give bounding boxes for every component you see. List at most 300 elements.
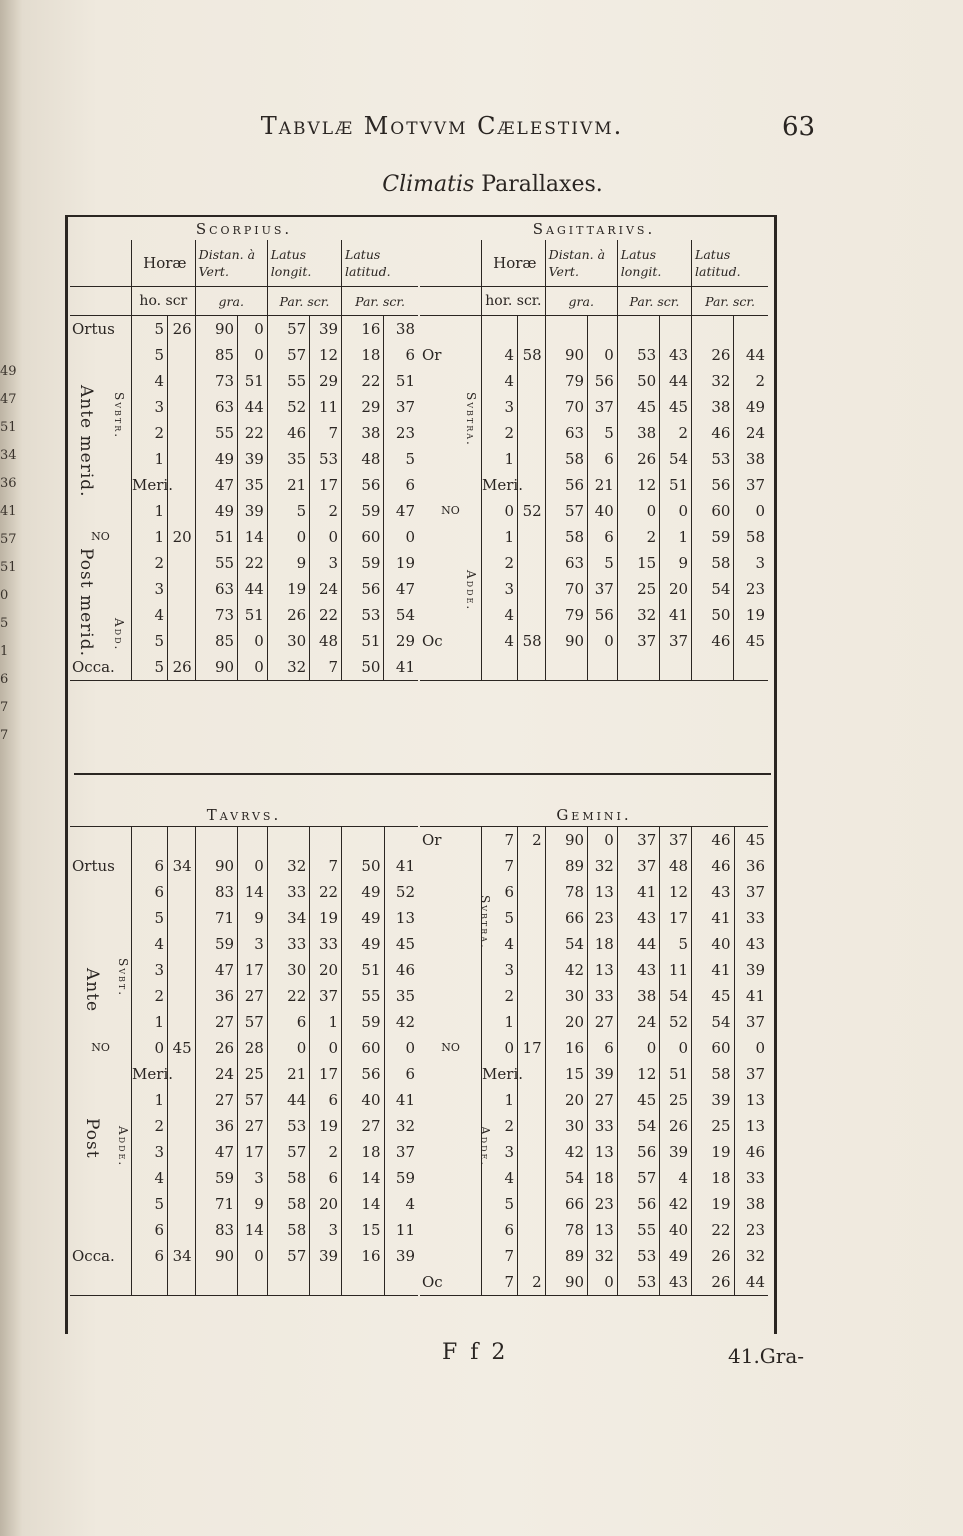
table-cell: 0 <box>238 628 268 654</box>
table-cell: 53 <box>342 602 384 628</box>
table-cell <box>168 420 196 446</box>
table-cell <box>660 654 692 681</box>
table-row <box>420 654 768 681</box>
table-row <box>420 524 768 550</box>
table-cell: 1 <box>660 524 692 550</box>
table-cell: 71 <box>195 905 237 931</box>
table-cell: 0 <box>588 827 618 853</box>
table-cell: 30 <box>545 983 587 1009</box>
table-cell: 60 <box>692 1035 734 1061</box>
table-cell: 26 <box>617 446 659 472</box>
table-cell: 3 <box>310 1217 342 1243</box>
table-cell: Meri. <box>132 1061 168 1087</box>
table-cell: 0 <box>734 498 768 524</box>
table-cell: 32 <box>588 1243 618 1269</box>
table-cell: 90 <box>545 827 587 853</box>
table-row <box>420 853 768 879</box>
table-cell: 55 <box>195 550 237 576</box>
table-cell: 39 <box>660 1139 692 1165</box>
table-cell <box>342 827 384 853</box>
table-cell: 19 <box>310 905 342 931</box>
table-cell: 53 <box>692 446 734 472</box>
table-cell: 50 <box>342 654 384 681</box>
table-cell <box>518 394 546 420</box>
table-cell <box>518 524 546 550</box>
running-head: Tabvlæ Motvvm Cælestivm. <box>260 112 624 140</box>
row-label <box>70 1269 132 1296</box>
table-cell: 39 <box>588 1061 618 1087</box>
table-cell: 56 <box>342 472 384 498</box>
table-row <box>420 316 768 343</box>
table-cell: 23 <box>384 420 418 446</box>
table-cell: 44 <box>238 394 268 420</box>
table-cell: 30 <box>267 957 309 983</box>
table-cell: 90 <box>545 628 587 654</box>
table-cell: 51 <box>660 472 692 498</box>
table-cell: 70 <box>545 394 587 420</box>
table-cell: 36 <box>195 1113 237 1139</box>
col-horae: Horæ <box>132 240 196 287</box>
table-cell: 20 <box>310 957 342 983</box>
table-cell: 32 <box>267 654 309 681</box>
table-row <box>420 1009 768 1035</box>
table-cell <box>518 1113 546 1139</box>
table-row <box>420 1269 768 1296</box>
table-cell: 14 <box>342 1191 384 1217</box>
table-cell: 2 <box>482 1113 518 1139</box>
table-cell: 54 <box>692 576 734 602</box>
table-cell: 0 <box>588 628 618 654</box>
table-cell: 79 <box>545 602 587 628</box>
table-cell: 49 <box>195 498 237 524</box>
table-cell: 0 <box>267 524 309 550</box>
table-cell: 0 <box>734 1035 768 1061</box>
table-cell: 42 <box>545 957 587 983</box>
table-cell: 13 <box>734 1113 768 1139</box>
table-cell <box>168 628 196 654</box>
table-cell: 63 <box>195 576 237 602</box>
table-row <box>70 1009 418 1035</box>
table-cell: 43 <box>617 905 659 931</box>
table-cell: 46 <box>692 420 734 446</box>
table-cell: 18 <box>692 1165 734 1191</box>
table-cell: 16 <box>545 1035 587 1061</box>
table-cell: 53 <box>617 1269 659 1296</box>
units-label: ho. scr <box>132 287 196 316</box>
col-blank <box>70 240 132 287</box>
table-cell: 45 <box>617 1087 659 1113</box>
table-cell: 34 <box>168 1243 196 1269</box>
table-cell: 40 <box>660 1217 692 1243</box>
table-cell: 58 <box>518 628 546 654</box>
table-cell: 56 <box>588 368 618 394</box>
table-cell: 89 <box>545 853 587 879</box>
table-cell: 44 <box>734 342 768 368</box>
table-row <box>70 446 418 472</box>
table-cell: 2 <box>132 1113 168 1139</box>
table-cell: 37 <box>310 983 342 1009</box>
table-cell: 37 <box>734 1061 768 1087</box>
label-gemini-adde: Adde. <box>478 1126 492 1168</box>
table-cell: 5 <box>588 550 618 576</box>
table-cell: 43 <box>617 957 659 983</box>
table-row <box>70 1243 418 1269</box>
row-label: NO <box>91 1041 110 1054</box>
table-cell <box>168 576 196 602</box>
row-label <box>420 316 482 343</box>
scorpius-table <box>70 218 418 681</box>
table-cell: 11 <box>384 1217 418 1243</box>
table-cell: 7 <box>310 420 342 446</box>
subtitle-italic: Climatis <box>382 172 475 197</box>
table-cell: 59 <box>195 1165 237 1191</box>
table-cell: 7 <box>310 654 342 681</box>
table-row <box>420 931 768 957</box>
table-row <box>420 342 768 368</box>
row-label <box>420 957 482 983</box>
table-cell: 51 <box>342 628 384 654</box>
row-label: Occa. <box>70 654 132 681</box>
table-cell: 0 <box>588 342 618 368</box>
table-cell: 19 <box>692 1191 734 1217</box>
table-cell: 7 <box>482 1243 518 1269</box>
table-cell <box>168 498 196 524</box>
table-cell: 15 <box>617 550 659 576</box>
table-row <box>420 1113 768 1139</box>
table-row <box>70 524 418 550</box>
table-cell: 42 <box>660 1191 692 1217</box>
row-label <box>70 1217 132 1243</box>
table-cell: 21 <box>588 472 618 498</box>
table-cell: 1 <box>132 446 168 472</box>
table-cell: 37 <box>384 394 418 420</box>
table-cell: 26 <box>692 1243 734 1269</box>
table-cell: 58 <box>692 550 734 576</box>
table-cell: 2 <box>310 1139 342 1165</box>
table-cell: 45 <box>168 1035 196 1061</box>
table-cell <box>238 827 268 853</box>
table-cell: 17 <box>660 905 692 931</box>
table-cell: 25 <box>238 1061 268 1087</box>
table-row <box>70 498 418 524</box>
table-row <box>420 368 768 394</box>
table-cell: 7 <box>482 853 518 879</box>
table-cell: 54 <box>660 446 692 472</box>
row-label: Or <box>422 346 442 364</box>
table-cell: 23 <box>588 905 618 931</box>
units-label: gra. <box>195 287 267 316</box>
book-gutter <box>0 0 24 1536</box>
table-cell: 51 <box>660 1061 692 1087</box>
table-cell: 5 <box>660 931 692 957</box>
table-cell: 57 <box>545 498 587 524</box>
table-cell: 1 <box>132 524 168 550</box>
table-cell: 32 <box>734 1243 768 1269</box>
table-cell: 17 <box>238 957 268 983</box>
row-label <box>420 1061 482 1087</box>
taurus-table <box>70 804 418 1296</box>
table-cell: 43 <box>692 879 734 905</box>
table-cell <box>518 905 546 931</box>
table-cell: 58 <box>692 1061 734 1087</box>
table-cell: 0 <box>384 524 418 550</box>
row-label <box>420 472 482 498</box>
table-cell: 24 <box>195 1061 237 1087</box>
table-cell: 0 <box>238 654 268 681</box>
table-row <box>420 628 768 654</box>
table-cell: 38 <box>734 1191 768 1217</box>
table-cell: 45 <box>617 394 659 420</box>
table-cell: Meri. <box>482 472 518 498</box>
table-cell: 6 <box>588 446 618 472</box>
table-cell: 53 <box>617 342 659 368</box>
table-cell: 3 <box>132 1139 168 1165</box>
row-label <box>420 1191 482 1217</box>
table-row <box>70 931 418 957</box>
table-cell: 43 <box>734 931 768 957</box>
table-cell: 18 <box>342 1139 384 1165</box>
table-cell: 7 <box>310 853 342 879</box>
table-cell: 53 <box>267 1113 309 1139</box>
row-label <box>70 931 132 957</box>
units-blank <box>70 287 132 316</box>
table-cell <box>168 905 196 931</box>
table-cell: 0 <box>482 498 518 524</box>
table-cell: 46 <box>692 628 734 654</box>
table-cell: 18 <box>588 1165 618 1191</box>
table-cell: 57 <box>617 1165 659 1191</box>
table-cell: 34 <box>267 905 309 931</box>
table-cell: 79 <box>545 368 587 394</box>
row-label <box>420 879 482 905</box>
table-cell: 5 <box>384 446 418 472</box>
table-cell: 33 <box>310 931 342 957</box>
table-cell: 1 <box>132 1009 168 1035</box>
table-cell <box>692 316 734 343</box>
table-cell: 59 <box>195 931 237 957</box>
table-cell: 6 <box>384 1061 418 1087</box>
table-cell <box>518 1243 546 1269</box>
row-label <box>420 524 482 550</box>
table-cell: 19 <box>310 1113 342 1139</box>
table-cell: 29 <box>384 628 418 654</box>
table-cell: 9 <box>238 1191 268 1217</box>
table-cell: 45 <box>384 931 418 957</box>
table-cell: 20 <box>168 524 196 550</box>
scorpius-heading: Scorpius. <box>195 220 293 238</box>
table-cell: 60 <box>342 524 384 550</box>
row-label <box>420 983 482 1009</box>
table-cell: 35 <box>384 983 418 1009</box>
table-cell: 83 <box>195 879 237 905</box>
table-cell: 13 <box>384 905 418 931</box>
table-cell: 50 <box>617 368 659 394</box>
table-cell: 37 <box>660 628 692 654</box>
table-cell: 19 <box>692 1139 734 1165</box>
table-row <box>70 472 418 498</box>
table-cell: 44 <box>238 576 268 602</box>
table-cell: 63 <box>195 394 237 420</box>
row-label <box>70 1087 132 1113</box>
table-cell <box>482 316 518 343</box>
label-scorpius-add: Add. <box>112 618 126 652</box>
table-cell: 90 <box>195 853 237 879</box>
table-cell: 5 <box>132 1191 168 1217</box>
table-cell: 1 <box>132 1087 168 1113</box>
units-label: Par. scr. <box>267 287 341 316</box>
table-cell <box>168 879 196 905</box>
table-cell: 58 <box>545 446 587 472</box>
col-longit: Latus longit. <box>267 240 341 287</box>
table-cell <box>168 1191 196 1217</box>
table-cell: 13 <box>734 1087 768 1113</box>
table-cell: 0 <box>482 1035 518 1061</box>
table-row <box>70 827 418 853</box>
units-label: Par. scr. <box>692 287 768 316</box>
table-cell: 43 <box>660 342 692 368</box>
table-cell: 11 <box>660 957 692 983</box>
table-cell <box>132 827 168 853</box>
table-cell: 26 <box>168 316 196 343</box>
table-cell: 55 <box>267 368 309 394</box>
row-label: Or <box>422 831 442 849</box>
table-cell: 71 <box>195 1191 237 1217</box>
table-cell: 26 <box>168 654 196 681</box>
table-cell: 2 <box>660 420 692 446</box>
table-cell: 54 <box>617 1113 659 1139</box>
table-cell: 47 <box>384 498 418 524</box>
table-cell: 44 <box>267 1087 309 1113</box>
table-cell: 9 <box>660 550 692 576</box>
table-cell: 0 <box>617 498 659 524</box>
table-cell: 37 <box>734 472 768 498</box>
table-cell: 34 <box>168 853 196 879</box>
table-cell: 27 <box>238 983 268 1009</box>
margin-digit: 36 <box>0 476 17 491</box>
table-cell: 50 <box>692 602 734 628</box>
table-row <box>420 1165 768 1191</box>
table-cell <box>195 827 237 853</box>
label-sagittarius-subtra: Svbtra. <box>464 392 478 447</box>
table-cell <box>545 316 587 343</box>
table-cell: 51 <box>195 524 237 550</box>
table-cell: 33 <box>588 983 618 1009</box>
table-cell <box>518 957 546 983</box>
table-cell: 3 <box>238 931 268 957</box>
gemini-heading: Gemini. <box>420 804 768 827</box>
table-cell: 24 <box>310 576 342 602</box>
table-cell: 26 <box>692 342 734 368</box>
table-cell: 42 <box>384 1009 418 1035</box>
table-cell: 19 <box>734 602 768 628</box>
table-cell: 5 <box>588 420 618 446</box>
table-cell: 41 <box>384 1087 418 1113</box>
table-cell: 59 <box>692 524 734 550</box>
table-cell: 46 <box>734 1139 768 1165</box>
table-cell <box>168 1087 196 1113</box>
table-cell: 51 <box>238 368 268 394</box>
table-cell: 6 <box>384 472 418 498</box>
table-cell: 32 <box>267 853 309 879</box>
table-cell: 51 <box>238 602 268 628</box>
table-cell: 55 <box>617 1217 659 1243</box>
table-cell <box>342 1269 384 1296</box>
table-cell: 40 <box>588 498 618 524</box>
taurus-grid <box>70 827 418 1296</box>
book-page <box>22 0 963 1536</box>
label-scorpius-subtr: Svbtr. <box>112 392 126 440</box>
sagittarius-table <box>420 218 768 681</box>
table-cell: 54 <box>660 983 692 1009</box>
table-cell: 0 <box>238 316 268 343</box>
table-cell: 59 <box>342 498 384 524</box>
row-label: NO <box>441 504 460 517</box>
table-cell: 0 <box>660 498 692 524</box>
table-row <box>70 654 418 681</box>
table-cell: 58 <box>267 1165 309 1191</box>
row-label <box>420 905 482 931</box>
margin-digit: 47 <box>0 392 17 407</box>
table-cell: 0 <box>617 1035 659 1061</box>
table-cell <box>518 602 546 628</box>
subtitle-roman: Parallaxes. <box>481 172 603 197</box>
table-cell: 19 <box>384 550 418 576</box>
table-cell: 17 <box>310 472 342 498</box>
row-label: NO <box>441 1041 460 1054</box>
table-cell <box>518 931 546 957</box>
table-cell: 39 <box>310 316 342 343</box>
gemini-table <box>420 804 768 1296</box>
table-cell <box>617 316 659 343</box>
table-cell: 16 <box>342 1243 384 1269</box>
table-cell <box>545 654 587 681</box>
row-label <box>70 1061 132 1087</box>
table-cell: 2 <box>482 550 518 576</box>
row-label <box>70 1165 132 1191</box>
table-cell: 32 <box>692 368 734 394</box>
row-label <box>420 368 482 394</box>
col-longit: Latus longit. <box>617 240 691 287</box>
row-label <box>70 342 132 368</box>
table-cell: 73 <box>195 602 237 628</box>
table-cell: 2 <box>518 1269 546 1296</box>
table-cell: 6 <box>310 1165 342 1191</box>
table-cell: 45 <box>734 628 768 654</box>
table-cell <box>588 654 618 681</box>
table-cell: 56 <box>692 472 734 498</box>
table-cell: 22 <box>342 368 384 394</box>
table-cell: 27 <box>342 1113 384 1139</box>
table-cell: 57 <box>267 1139 309 1165</box>
table-cell <box>267 1269 309 1296</box>
table-cell: 13 <box>588 1217 618 1243</box>
table-cell <box>310 827 342 853</box>
table-cell: 63 <box>545 550 587 576</box>
table-cell: 4 <box>482 342 518 368</box>
table-cell: 37 <box>617 827 659 853</box>
table-cell: 14 <box>238 1217 268 1243</box>
table-cell <box>168 827 196 853</box>
table-cell: 55 <box>195 420 237 446</box>
table-cell: 85 <box>195 342 237 368</box>
table-row <box>420 1191 768 1217</box>
table-cell: 37 <box>588 394 618 420</box>
table-cell: 6 <box>588 524 618 550</box>
table-cell: 48 <box>342 446 384 472</box>
margin-digit: 1 <box>0 644 9 659</box>
margin-digit: 49 <box>0 364 17 379</box>
table-row <box>420 472 768 498</box>
